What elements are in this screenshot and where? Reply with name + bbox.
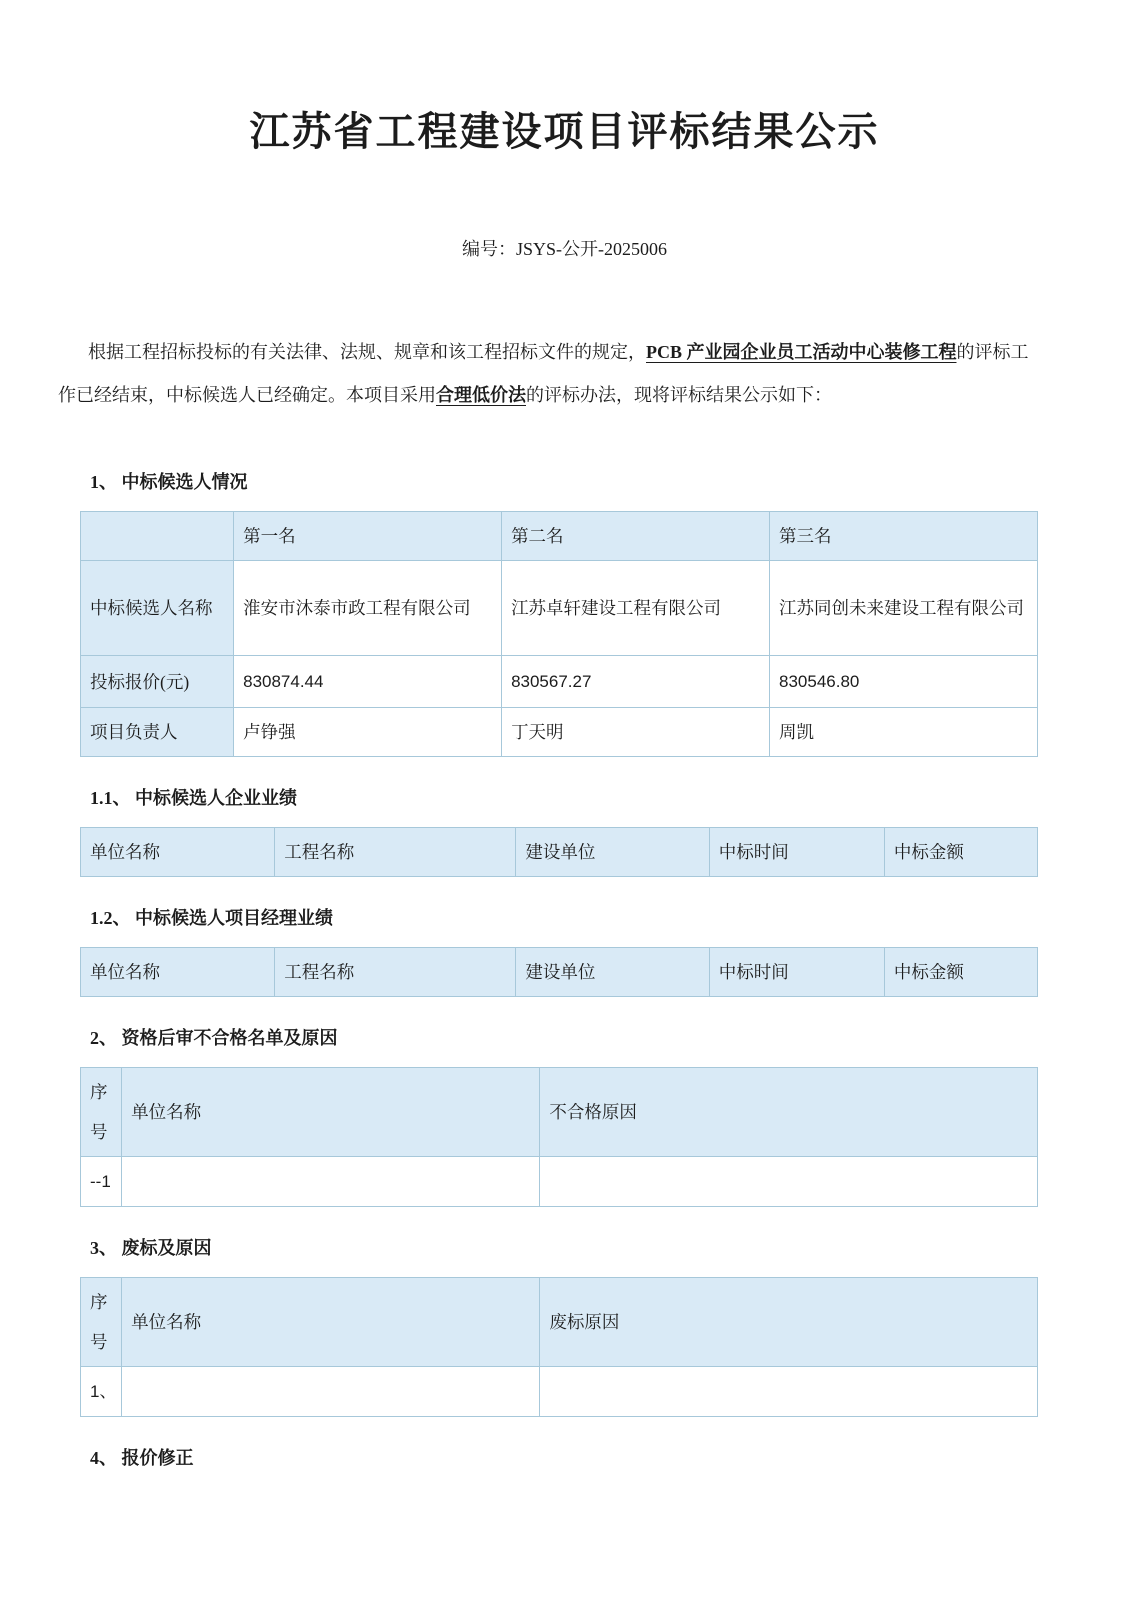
- intro-tail: 的评标办法，现将评标结果公示如下：: [526, 385, 832, 405]
- table-cell: 丁天明: [502, 708, 770, 757]
- table-header-row: [81, 948, 1038, 997]
- table-header-cell-seq: 序号: [81, 1278, 122, 1367]
- table-cell: [540, 1367, 1038, 1417]
- doc-number: 编号：JSYS-公开-2025006: [461, 239, 667, 259]
- intro-mid: 的评标工作已经结束，中标候选人已经确定。本项目采用: [58, 342, 1029, 405]
- rejected-bids-table: [80, 1277, 1038, 1417]
- table-header-cell: 建设单位: [516, 828, 709, 877]
- table-header-cell: 废标原因: [540, 1278, 1038, 1367]
- table-cell: 淮安市沐泰市政工程有限公司: [234, 561, 502, 656]
- row-label-cell: 投标报价(元): [81, 656, 234, 708]
- table-header-row: [81, 1278, 1038, 1367]
- enterprise-performance-table: [80, 827, 1038, 877]
- row-label-cell: 项目负责人: [81, 708, 234, 757]
- table-header-cell: 中标金额: [884, 948, 1037, 997]
- table-header-row: [81, 1068, 1038, 1157]
- table-cell-seq: 1、: [81, 1367, 122, 1417]
- disqualified-table: [80, 1067, 1038, 1207]
- table-row-project-manager: [81, 708, 1038, 757]
- table-header-cell: 中标时间: [709, 828, 884, 877]
- table-cell: 830546.80: [770, 656, 1038, 708]
- table-header-cell: 单位名称: [122, 1278, 540, 1367]
- table-row: [81, 1157, 1038, 1207]
- table-header-row: [81, 512, 1038, 561]
- section-3-heading: 3、 废标及原因: [90, 1238, 212, 1258]
- section-1-2-heading: 1.2、 中标候选人项目经理业绩: [90, 908, 333, 928]
- section-1-heading: 1、 中标候选人情况: [90, 472, 248, 492]
- table-header-cell: 建设单位: [516, 948, 709, 997]
- section-4-heading: 4、 报价修正: [90, 1448, 194, 1468]
- section-2-heading: 2、 资格后审不合格名单及原因: [90, 1028, 338, 1048]
- table-header-cell: 工程名称: [275, 948, 516, 997]
- table-cell: 江苏卓轩建设工程有限公司: [502, 561, 770, 656]
- intro-lead: 根据工程招标投标的有关法律、法规、规章和该工程招标文件的规定，: [88, 342, 646, 362]
- table-cell: [540, 1157, 1038, 1207]
- table-header-cell-rank3: 第三名: [770, 512, 1038, 561]
- table-cell: [122, 1367, 540, 1417]
- table-header-cell: 单位名称: [81, 948, 275, 997]
- table-cell: 周凯: [770, 708, 1038, 757]
- table-header-cell: [81, 512, 234, 561]
- table-header-cell: 工程名称: [275, 828, 516, 877]
- table-cell: 江苏同创未来建设工程有限公司: [770, 561, 1038, 656]
- table-header-row: [81, 828, 1038, 877]
- table-header-cell: 中标时间: [709, 948, 884, 997]
- table-row: [81, 1367, 1038, 1417]
- table-cell: 830874.44: [234, 656, 502, 708]
- page-title: 江苏省工程建设项目评标结果公示: [249, 109, 880, 154]
- manager-performance-table: [80, 947, 1038, 997]
- table-cell-seq: --1: [81, 1157, 122, 1207]
- table-header-cell-rank2: 第二名: [502, 512, 770, 561]
- table-cell: 830567.27: [502, 656, 770, 708]
- row-label-cell: 中标候选人名称: [81, 561, 234, 656]
- table-header-cell: 单位名称: [122, 1068, 540, 1157]
- intro-paragraph: [58, 331, 1043, 417]
- project-name-emphasis: PCB 产业园企业员工活动中心装修工程: [646, 342, 957, 362]
- table-header-cell: 中标金额: [884, 828, 1037, 877]
- section-1-1-heading: 1.1、 中标候选人企业业绩: [90, 788, 297, 808]
- table-row-candidate-name: [81, 561, 1038, 656]
- table-header-cell-rank1: 第一名: [234, 512, 502, 561]
- table-row-bid-price: [81, 656, 1038, 708]
- candidates-table: [80, 511, 1038, 757]
- table-header-cell: 单位名称: [81, 828, 275, 877]
- table-header-cell: 不合格原因: [540, 1068, 1038, 1157]
- table-cell: [122, 1157, 540, 1207]
- table-cell: 卢铮强: [234, 708, 502, 757]
- evaluation-method-emphasis: 合理低价法: [436, 385, 526, 405]
- table-header-cell-seq: 序号: [81, 1068, 122, 1157]
